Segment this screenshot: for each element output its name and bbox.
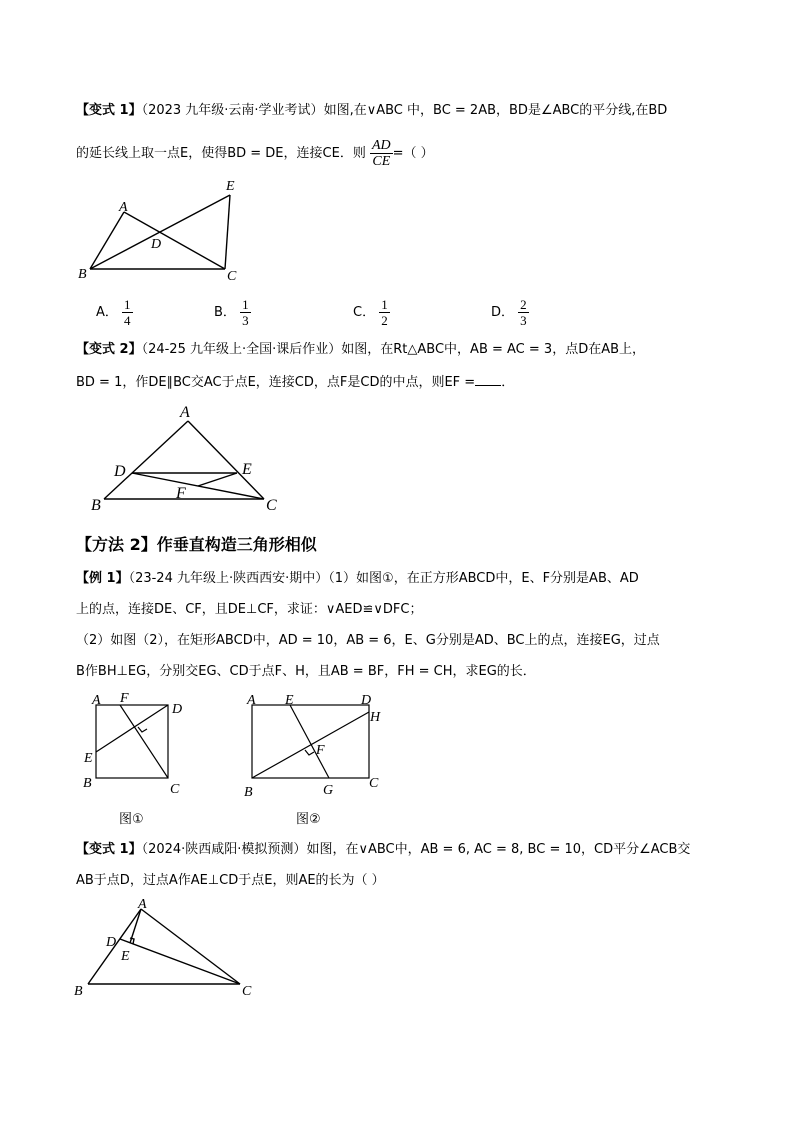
ex1-line4: B作BH⊥EG，分别交EG、CD于点F、H，且AB = BF，FH = CH，求EG的长． <box>76 664 536 679</box>
fig2-label-d: D <box>361 693 372 708</box>
q2-text2-end: ． <box>501 375 515 390</box>
q1-option-a[interactable]: A． $\frac{1}{4}$ <box>96 297 131 328</box>
fig2-caption: 图② <box>296 812 321 827</box>
fig1-label-f: F <box>120 691 129 706</box>
fig1-label-b: B <box>83 776 92 791</box>
q2-label-b: B <box>91 497 101 514</box>
q2-label-d: D <box>114 463 126 480</box>
fig2-label-a: A <box>247 693 256 708</box>
q2-label-a: A <box>180 404 190 421</box>
fig2-label-b: B <box>244 785 253 800</box>
q1-text2-end: =（ ） <box>392 146 434 161</box>
fig2-label-c: C <box>369 776 379 791</box>
q2-line1 <box>76 342 645 358</box>
ex1-line3: （2）如图（2），在矩形ABCD中，AD = 10，AB = 6，E、G分别是AD、BC上的点，连接EG，过点 <box>76 633 660 648</box>
q3-label-a: A <box>138 897 147 912</box>
q1-option-c[interactable]: C． $\frac{1}{2}$ <box>353 297 388 328</box>
q3-source: （2024·陕西咸阳·模拟预测） <box>141 842 307 857</box>
ex1-line2: 上的点，连接DE、CF，且DE⊥CF，求证：∨AED≌∨DFC； <box>76 602 423 617</box>
q1-line2 <box>76 138 434 169</box>
fig2-label-f: F <box>316 743 325 758</box>
q2-text1: 如图，在Rt△ABC中，AB = AC = 3，点D在AB上， <box>341 342 646 357</box>
q1-label-a: A <box>119 200 128 215</box>
q1-label-b: B <box>78 267 87 282</box>
q3-line1 <box>76 842 690 858</box>
q3-label-c: C <box>242 984 252 999</box>
q1-source: （2023 九年级·云南·学业考试） <box>141 103 324 118</box>
ex1-line1 <box>76 571 639 587</box>
q1-label-d: D <box>151 237 162 252</box>
q1-tag: 【变式 1】 <box>76 103 142 118</box>
fig2-label-h: H <box>370 710 381 725</box>
q1-fraction: $\frac{AD}{CE}$ <box>371 138 391 169</box>
method-heading: 【方法 2】作垂直构造三角形相似 <box>76 535 317 554</box>
q2-answer-blank[interactable] <box>475 373 501 386</box>
ex1-text1: （1）如图①，在正方形ABCD中，E、F分别是AB、AD <box>328 571 639 586</box>
q1-option-d[interactable]: D． $\frac{2}{3}$ <box>491 297 527 328</box>
q1-option-b[interactable]: B． $\frac{1}{3}$ <box>214 297 249 328</box>
q2-source: （24-25 九年级上·全国·课后作业） <box>141 342 342 357</box>
q2-label-f: F <box>176 485 186 502</box>
q1-label-e: E <box>226 179 235 194</box>
fig1-label-c: C <box>170 782 180 797</box>
ex1-figure2 <box>240 690 400 800</box>
q3-label-b: B <box>74 984 83 999</box>
q3-tag: 【变式 1】 <box>76 842 142 857</box>
q2-label-c: C <box>266 497 277 514</box>
ex1-figure1 <box>80 690 200 800</box>
q2-text2: BD = 1，作DE∥BC交AC于点E，连接CD，点F是CD的中点，则EF = <box>76 375 476 390</box>
ex1-tag: 【例 1】 <box>76 571 129 586</box>
q3-figure <box>68 892 268 1004</box>
ex1-source: （23-24 九年级上·陕西西安·期中） <box>128 571 329 586</box>
q1-figure <box>70 172 250 284</box>
q1-line1 <box>76 103 667 119</box>
q1-text2: 的延长线上取一点E，使得BD = DE，连接CE．则 <box>76 146 366 161</box>
q2-figure <box>84 400 290 516</box>
fig1-caption: 图① <box>119 812 144 827</box>
q2-tag: 【变式 2】 <box>76 342 142 357</box>
fig2-label-e: E <box>285 693 294 708</box>
q1-text1: 如图,在∨ABC 中，BC = 2AB，BD是∠ABC的平分线,在BD <box>323 103 668 118</box>
q2-line2 <box>76 373 514 391</box>
fig1-label-d: D <box>172 702 183 717</box>
q3-label-e: E <box>121 949 130 964</box>
fig2-label-g: G <box>323 783 334 798</box>
q3-text1: 如图，在∨ABC中，AB = 6, AC = 8, BC = 10，CD平分∠ACB交 <box>306 842 691 857</box>
q2-label-e: E <box>242 461 252 478</box>
q3-label-d: D <box>106 935 117 950</box>
q1-label-c: C <box>227 269 237 284</box>
fig1-label-a: A <box>92 693 101 708</box>
q3-line2: AB于点D，过点A作AE⊥CD于点E，则AE的长为（ ） <box>76 873 385 888</box>
fig1-label-e: E <box>84 751 93 766</box>
